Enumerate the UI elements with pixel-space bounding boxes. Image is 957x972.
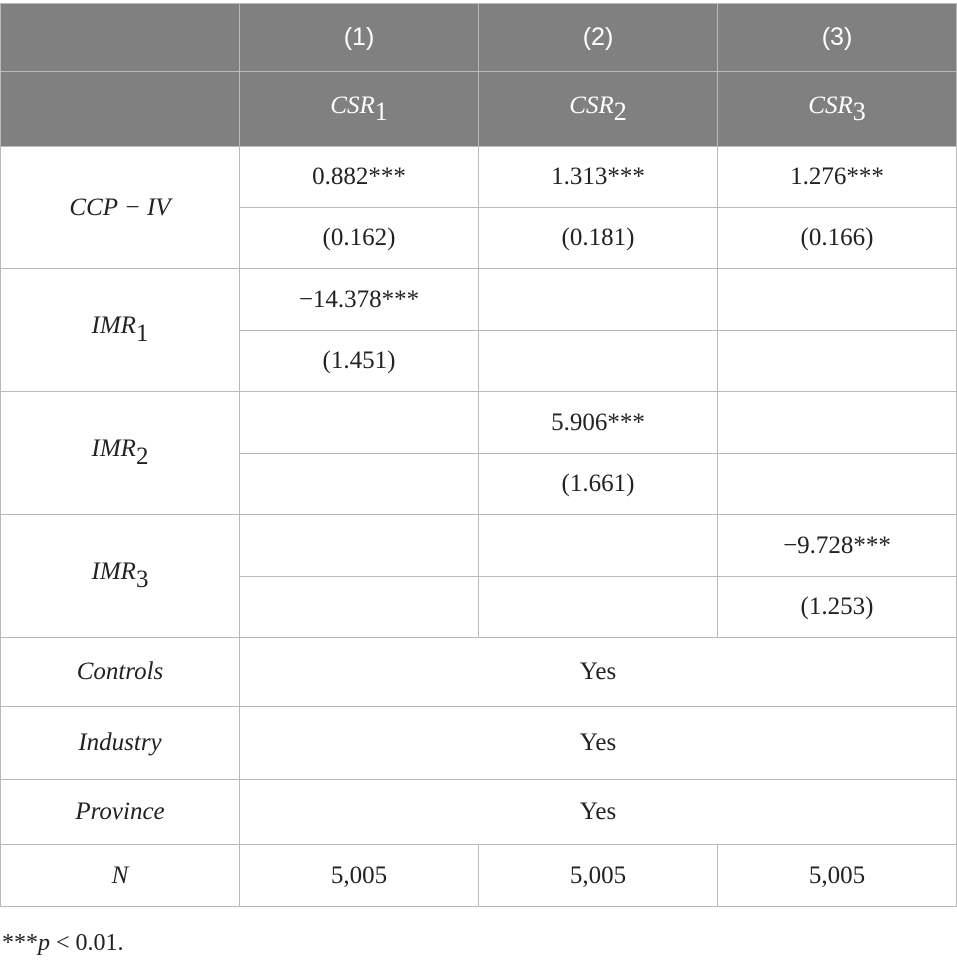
- empty-cell: [479, 269, 718, 331]
- controls-row: [1, 638, 957, 707]
- empty-cell: [479, 331, 718, 392]
- ccp-coef-row: [1, 147, 957, 208]
- ccp-se-1: (0.162): [240, 208, 479, 269]
- empty-cell: [240, 577, 479, 638]
- n-row: [1, 845, 957, 907]
- imr1-coef-row: [1, 269, 957, 331]
- n-value-1: 5,005: [240, 845, 479, 907]
- province-label: Province: [1, 780, 240, 845]
- industry-label: Industry: [1, 707, 240, 780]
- industry-row: [1, 707, 957, 780]
- imr1-label: $IMR_1$: [1, 269, 240, 392]
- header-empty-cell: [1, 4, 240, 72]
- imr2-label: $IMR_2$: [1, 392, 240, 515]
- empty-cell: [479, 577, 718, 638]
- imr3-se: (1.253): [718, 577, 957, 638]
- n-value-2: 5,005: [479, 845, 718, 907]
- empty-cell: [240, 454, 479, 515]
- header-empty-cell: [1, 72, 240, 147]
- dep-var-1: $CSR_1$: [240, 72, 479, 147]
- imr3-coef: −9.728***: [718, 515, 957, 577]
- controls-value: Yes: [240, 638, 957, 707]
- header-row-columns: [1, 4, 957, 72]
- empty-cell: [718, 454, 957, 515]
- empty-cell: [718, 269, 957, 331]
- imr1-coef: −14.378***: [240, 269, 479, 331]
- imr1-se: (1.451): [240, 331, 479, 392]
- industry-value: Yes: [240, 707, 957, 780]
- ccp-se-2: (0.181): [479, 208, 718, 269]
- header-row-dependent-vars: [1, 72, 957, 147]
- empty-cell: [718, 331, 957, 392]
- dep-var-3: $CSR_3$: [718, 72, 957, 147]
- imr3-label: $IMR_3$: [1, 515, 240, 638]
- n-value-3: 5,005: [718, 845, 957, 907]
- ccp-coef-1: 0.882***: [240, 147, 479, 208]
- ccp-coef-3: 1.276***: [718, 147, 957, 208]
- imr2-se: (1.661): [479, 454, 718, 515]
- ccp-iv-label: CCP − IV: [1, 147, 240, 269]
- imr2-coef: 5.906***: [479, 392, 718, 454]
- imr3-coef-row: [1, 515, 957, 577]
- controls-label: Controls: [1, 638, 240, 707]
- empty-cell: [240, 392, 479, 454]
- empty-cell: [240, 515, 479, 577]
- ccp-coef-2: 1.313***: [479, 147, 718, 208]
- column-header-1: (1): [240, 4, 479, 72]
- column-header-2: (2): [479, 4, 718, 72]
- column-header-3: (3): [718, 4, 957, 72]
- dep-var-2: $CSR_2$: [479, 72, 718, 147]
- province-row: [1, 780, 957, 845]
- significance-note: ***p < 0.01.: [2, 930, 124, 956]
- empty-cell: [479, 515, 718, 577]
- regression-table: [0, 3, 957, 907]
- province-value: Yes: [240, 780, 957, 845]
- ccp-se-3: (0.166): [718, 208, 957, 269]
- n-label: N: [1, 845, 240, 907]
- imr2-coef-row: [1, 392, 957, 454]
- empty-cell: [718, 392, 957, 454]
